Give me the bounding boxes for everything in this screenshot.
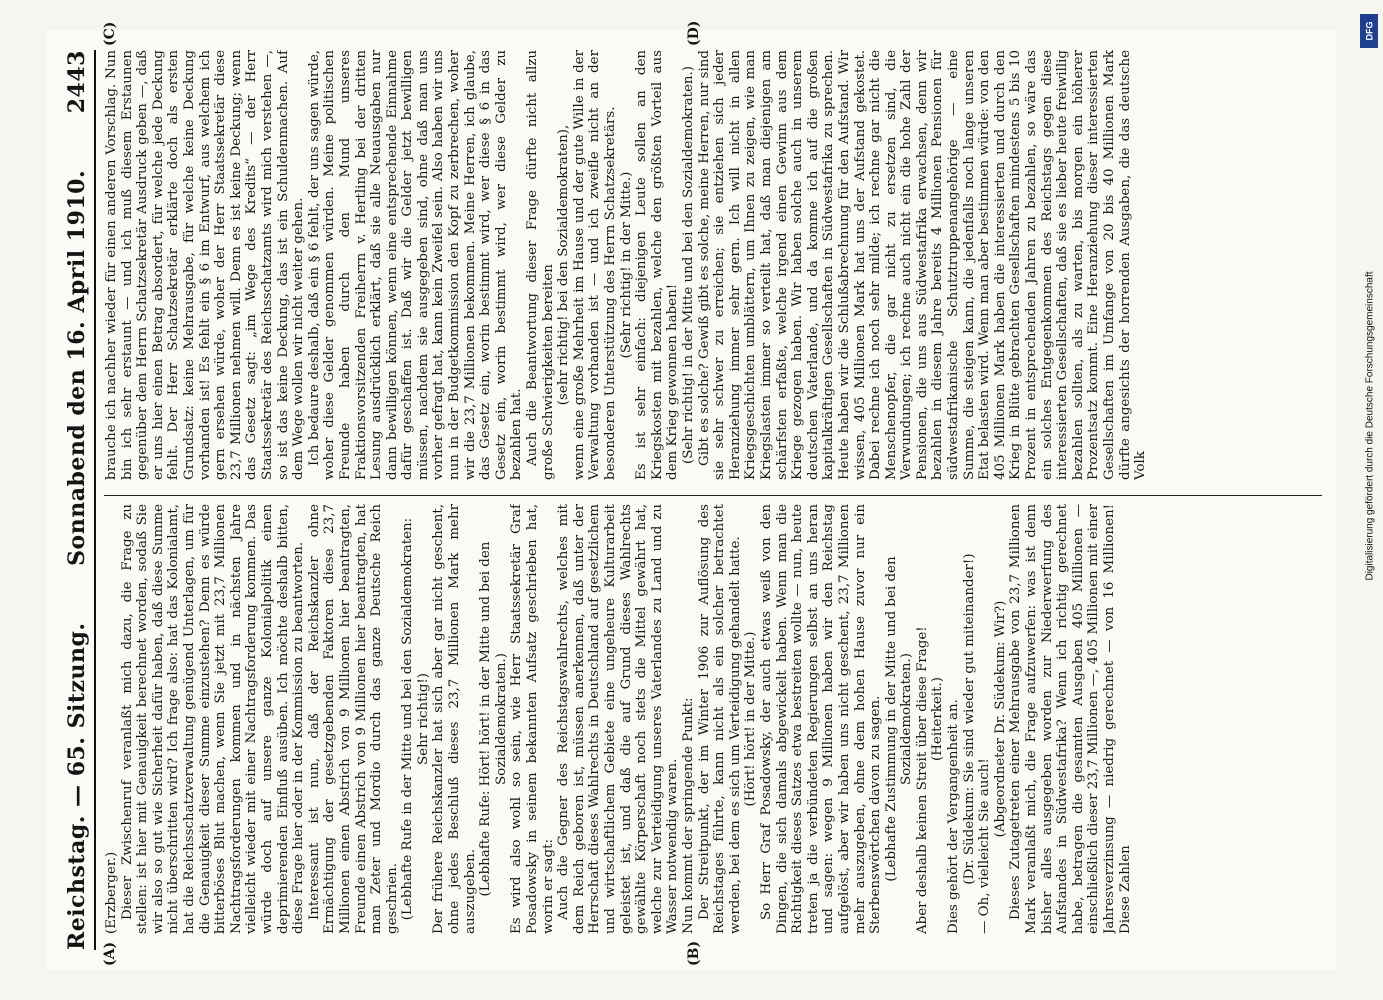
column-divider	[104, 495, 1322, 496]
interjection: (Hört! hört! in der Mitte.)	[743, 631, 759, 807]
margin-marker-c: (C)	[102, 21, 118, 46]
paragraph: So Herr Graf Posadowsky, der auch etwas weiß von den Dingen, die sich damals abgewickelt haben. Wenn man die Richtigkeit dieses Satzes etwa bestreiten wollte — nun, heute treten ja die verbündeten Regierungen selbst an uns heran und sagen: wegen 9 Millionen haben wir den Reichstag aufgelöst, aber wir haben uns nicht geschent, 23,7 Millionen mehr auszugeben, ohne dem hohen Hause zuvor nur ein Sterbenswörtchen davon zu sagen.	[758, 504, 884, 934]
dfg-logo-text: DFG	[1364, 21, 1374, 41]
digitization-credit	[1357, 6, 1383, 994]
header-rule	[94, 50, 96, 950]
left-column	[104, 504, 1326, 934]
page-header	[56, 50, 90, 950]
page-number: 2443	[64, 50, 90, 114]
paragraph: Auch die Gegner des Reichstagswahlrechts, welches mit dem Reich geboren ist, müssen anerkennen, daß unter der Herrschaft dieses Wahlrechts in Deutschland auf gesetzlichem und wirtschaftlichem Gebiete eine ungeheure Kulturarbeit geleistet ist, und daß die auf Grund dieses Wahlrechts gewählte Körperschaft noch stets die Mittel gewährt hat, welche zur Verteidigung unseres Vaterlandes zu Land und zu Wasser notwendig waren.	[556, 504, 681, 934]
paragraph: Dieses Zutagetreten einer Mehrausgabe von 23,7 Millionen Mark veranlaßt mich, die Frage aufzuwerfen: was ist denn bisher alles ausgegeben worden zur Niederwerfung des Aufstandes in Südwestafrika? Wenn ich richtig gerechnet habe, betragen die gesamten Ausgaben 405 Millionen — einschließlich dieser 23,7 Millionen —, 405 Millionen mit einer Jahresverzinsung — niedrig gerechnet — von 16 Millionen! Diese Zahlen	[1008, 504, 1133, 934]
paragraph: Interessant ist nun, daß der Reichskanzler ohne Ermächtigung der gesetzgebenden Faktoren diese 23,7 Millionen einen Abstrich von 9 Millionen hier beantragten, Freunde einen Abstrich von 9 Millionen hier beantragten, hat man Zeter und Mordio durch das ganze Deutsche Reich geschrien.	[306, 504, 400, 934]
interjection: (Lebhafte Rufe: Hört! hört! in der Mitte und bei den Sozialdemokraten.)	[478, 541, 509, 897]
paragraph: Es wird also wohl so sein, wie Herr Staatssekretär Graf Posadowsky in seinem bekannten Aufsatz geschrieben hat, worin er sagt:	[509, 504, 556, 934]
right-column	[104, 50, 1326, 480]
interjection: (sehr richtig! bei den Sozialdemokraten),	[556, 124, 572, 406]
document-page	[46, 20, 1336, 970]
paragraph: Ich bedaure deshalb, daß ein § 6 fehlt, der uns sagen würde, woher diese Gelder genommen würden. Meine politischen Freunde haben durch den Mund unseres Fraktionsvorsitzenden Freiherrn v. Hertling bei der dritten Lesung ausdrücklich erklärt, daß sie alle Neuausgaben nur dann bewilligen können, wenn eine entsprechende Einnahme dafür geschaffen ist. Daß wir die Gelder jetzt bewilligen müssen, nachdem sie ausgegeben sind, ohne daß man uns vorher gefragt hat, kann kein Zweifel sein. Also haben wir uns nun in der Budgetkommission den Kopf zu zerbrechen, woher wir die 23,7 Millionen bekommen. Meine Herren, ich glaube, das Gesetz ein, worin bestimmt wird, wer diese § 6 in das Gesetz ein, worin bestimmt wird, wer diese Gelder zu bezahlen hat.	[306, 50, 525, 480]
paragraph: Auch die Beantwortung dieser Frage dürfte nicht allzu große Schwierigkeiten bereiten	[525, 50, 556, 480]
interjection: (Lebhafte Rufe in der Mitte und bei den Sozialdemokraten: Sehr richtig!)	[400, 517, 431, 921]
paragraph: wenn eine große Mehrheit im Hause und der gute Wille in der Verwaltung vorhanden ist — und ich zweifle nicht an der besonderen Unterstützung des Herrn Schatzsekretärs.	[571, 50, 618, 480]
paragraph: Der Streitpunkt, der im Winter 1906 zur Auflösung des Reichstages führte, kann nicht als ein solcher betrachtet werden, bei dem es sich um Verteidigung gehandelt hatte.	[696, 504, 743, 934]
margin-marker-a: (A)	[102, 941, 118, 966]
interjection: (Sehr richtig! in der Mitte.)	[618, 171, 634, 359]
margin-marker-b: (B)	[686, 940, 702, 966]
interjection: (Heiterkeit.)	[930, 677, 946, 761]
header-session: Reichstag. — 65. Sitzung.	[64, 622, 90, 950]
interjection: (Abgeordneter Dr. Südekum: Wir?)	[992, 600, 1008, 838]
paragraph: (Erzberger.)	[104, 851, 119, 934]
paragraph: Dieser Zwischenruf veranlaßt mich dazu, die Frage zu stellen: ist hier mit Genauigkeit berechnet worden, sodaß Sie wir also so gut wie Sicherheit dafür haben, daß diese Summe nicht überschritten wird? Ich frage also: hat das Kolonialamt, hat die Reichsschatzverwaltung genügend Unterlagen, um für die Genauigkeit dieser Summe einzustehen? Denn es würde bitterböses Blut machen, wenn Sie jetzt mit 23,7 Millionen Nachtragsforderungen kommen und in nächsten Jahre vielleicht wieder mit einer Nachtragsforderung kommen. Das würde doch auf unsere ganze Kolonialpolitik einen deprimierenden Einfluß ausüben. Ich möchte deshalb bitten, diese Frage hier oder in der Kommission zu beantworten.	[119, 504, 307, 934]
paragraph: Es ist sehr einfach: diejenigen Leute sollen an den Kriegskosten mit bezahlen, welche den größten Vorteil aus dem Krieg gewonnen haben!	[634, 50, 681, 480]
paragraph: Gibt es solche? Gewiß gibt es solche, meine Herren, nur sind sie sehr schwer zu erreichen; sie entziehen sich jeder Heranziehung immer sehr gern. Ich will nicht in allen Kriegsgeschichten umblättern, um Ihnen zu zeigen, wie man Kriegslasten immer so verteilt hat, daß man diejenigen am schärfsten erfaßte, welche irgend einen Gewinn aus dem Kriege gezogen haben. Wir haben solche auch in unserem deutschen Vaterlande, und da komme ich auf die großen kapitalkräftigen Gesellschaften in Südwestafrika zu sprechen. Heute haben wir die Schlußabrechnung für den Aufstand. Wir wissen, 405 Millionen Mark hat uns der Aufstand gekostet. Dabei rechne ich noch sehr milde; ich rechne gar nicht die Menschenopfer, die gar nicht zu ersetzen sind, die Verwundungen; ich rechne auch nicht ein die hohe Zahl der Pensionen, die uns aus Südwestafrika erwachsen, denn wir bezahlen in diesem Jahre bereits 4 Millionen Pensionen für südwestafrikanische Schutztruppenangehörige — eine Summe, die steigen kann, die jedenfalls noch lange unseren Etat belasten wird. Wenn man aber bestimmen würde: von den 405 Millionen Mark haben die interessierten und durch den Krieg in Blüte gebrachten Gesellschaften mindestens 5 bis 10 Prozent in entsprechenden Jahren zu bezahlen, so wäre das ein solches Entgegenkommen des Reichstags gegen diese interessierten Gesellschaften, daß sie es lieber heute freiwillig bezahlen sollten, als zu warten, bis morgen ein höherer Prozentsatz kommt. Eine Heranziehung dieser interessierten Gesellschaften im Umfange von 20 bis 40 Millionen Mark dürfte angesichts der horrenden Ausgaben, die das deutsche Volk	[696, 50, 1149, 480]
margin-marker-d: (D)	[686, 20, 702, 46]
header-date: Sonnabend den 16. April 1910.	[64, 169, 90, 566]
interjection: (Sehr richtig! in der Mitte und bei den Sozialdemokraten.)	[680, 65, 696, 465]
paragraph: brauche ich nachher wieder für einen anderen Vorschlag. Nun bin ich sehr erstaunt — und ich muß diesem Erstaunen gegenüber dem Herrn Schatzsekretär Ausdruck geben —, daß er uns hier einen Betrag absordert, für welche jede Deckung fehlt. Der Herr Schatzsekretär erklärte doch als ersten Grundsatz: keine Mehrausgabe, für welche keine Deckung vorhanden ist! Es fehlt ein § 6 im Entwurf, aus welchem ich gern ersehen würde, woher der Herr Staatssekretär diese 23,7 Millionen nehmen will. Denn es ist keine Deckung; wenn das Gesetz sagt: „im Wege des Kredits“ — der Herr Staatssekretär des Reichsschatzamts wird mich verstehen —, so ist das keine Deckung, das ist ein Schuldenmachen. Auf dem Wege wollen wir nicht weiter gehen.	[104, 50, 307, 480]
paragraph: — Oh, vielleicht Sie auch!	[977, 758, 993, 934]
paragraph: Der frühere Reichskanzler hat sich aber gar nicht geschent, ohne jedes Beschluß dieses 23,7 Millionen Mark mehr auszugeben.	[431, 504, 478, 934]
paragraph: Aber deshalb keinen Streit über diese Frage!	[914, 626, 930, 934]
credit-text: Digitalisierung gefördert durch die Deutsche Forschungsgemeinschaft	[1364, 271, 1376, 581]
paragraph: Nun kommt der springende Punkt:	[680, 697, 696, 934]
dfg-logo-icon	[1360, 14, 1378, 48]
interjection: (Lebhafte Zustimmung in der Mitte und bei den Sozialdemokraten.)	[883, 556, 915, 882]
paragraph: Dies gehört der Vergangenheit an.	[946, 699, 962, 934]
interjection: (Dr. Südekum: Sie sind wieder gut miteinander!)	[961, 553, 977, 885]
